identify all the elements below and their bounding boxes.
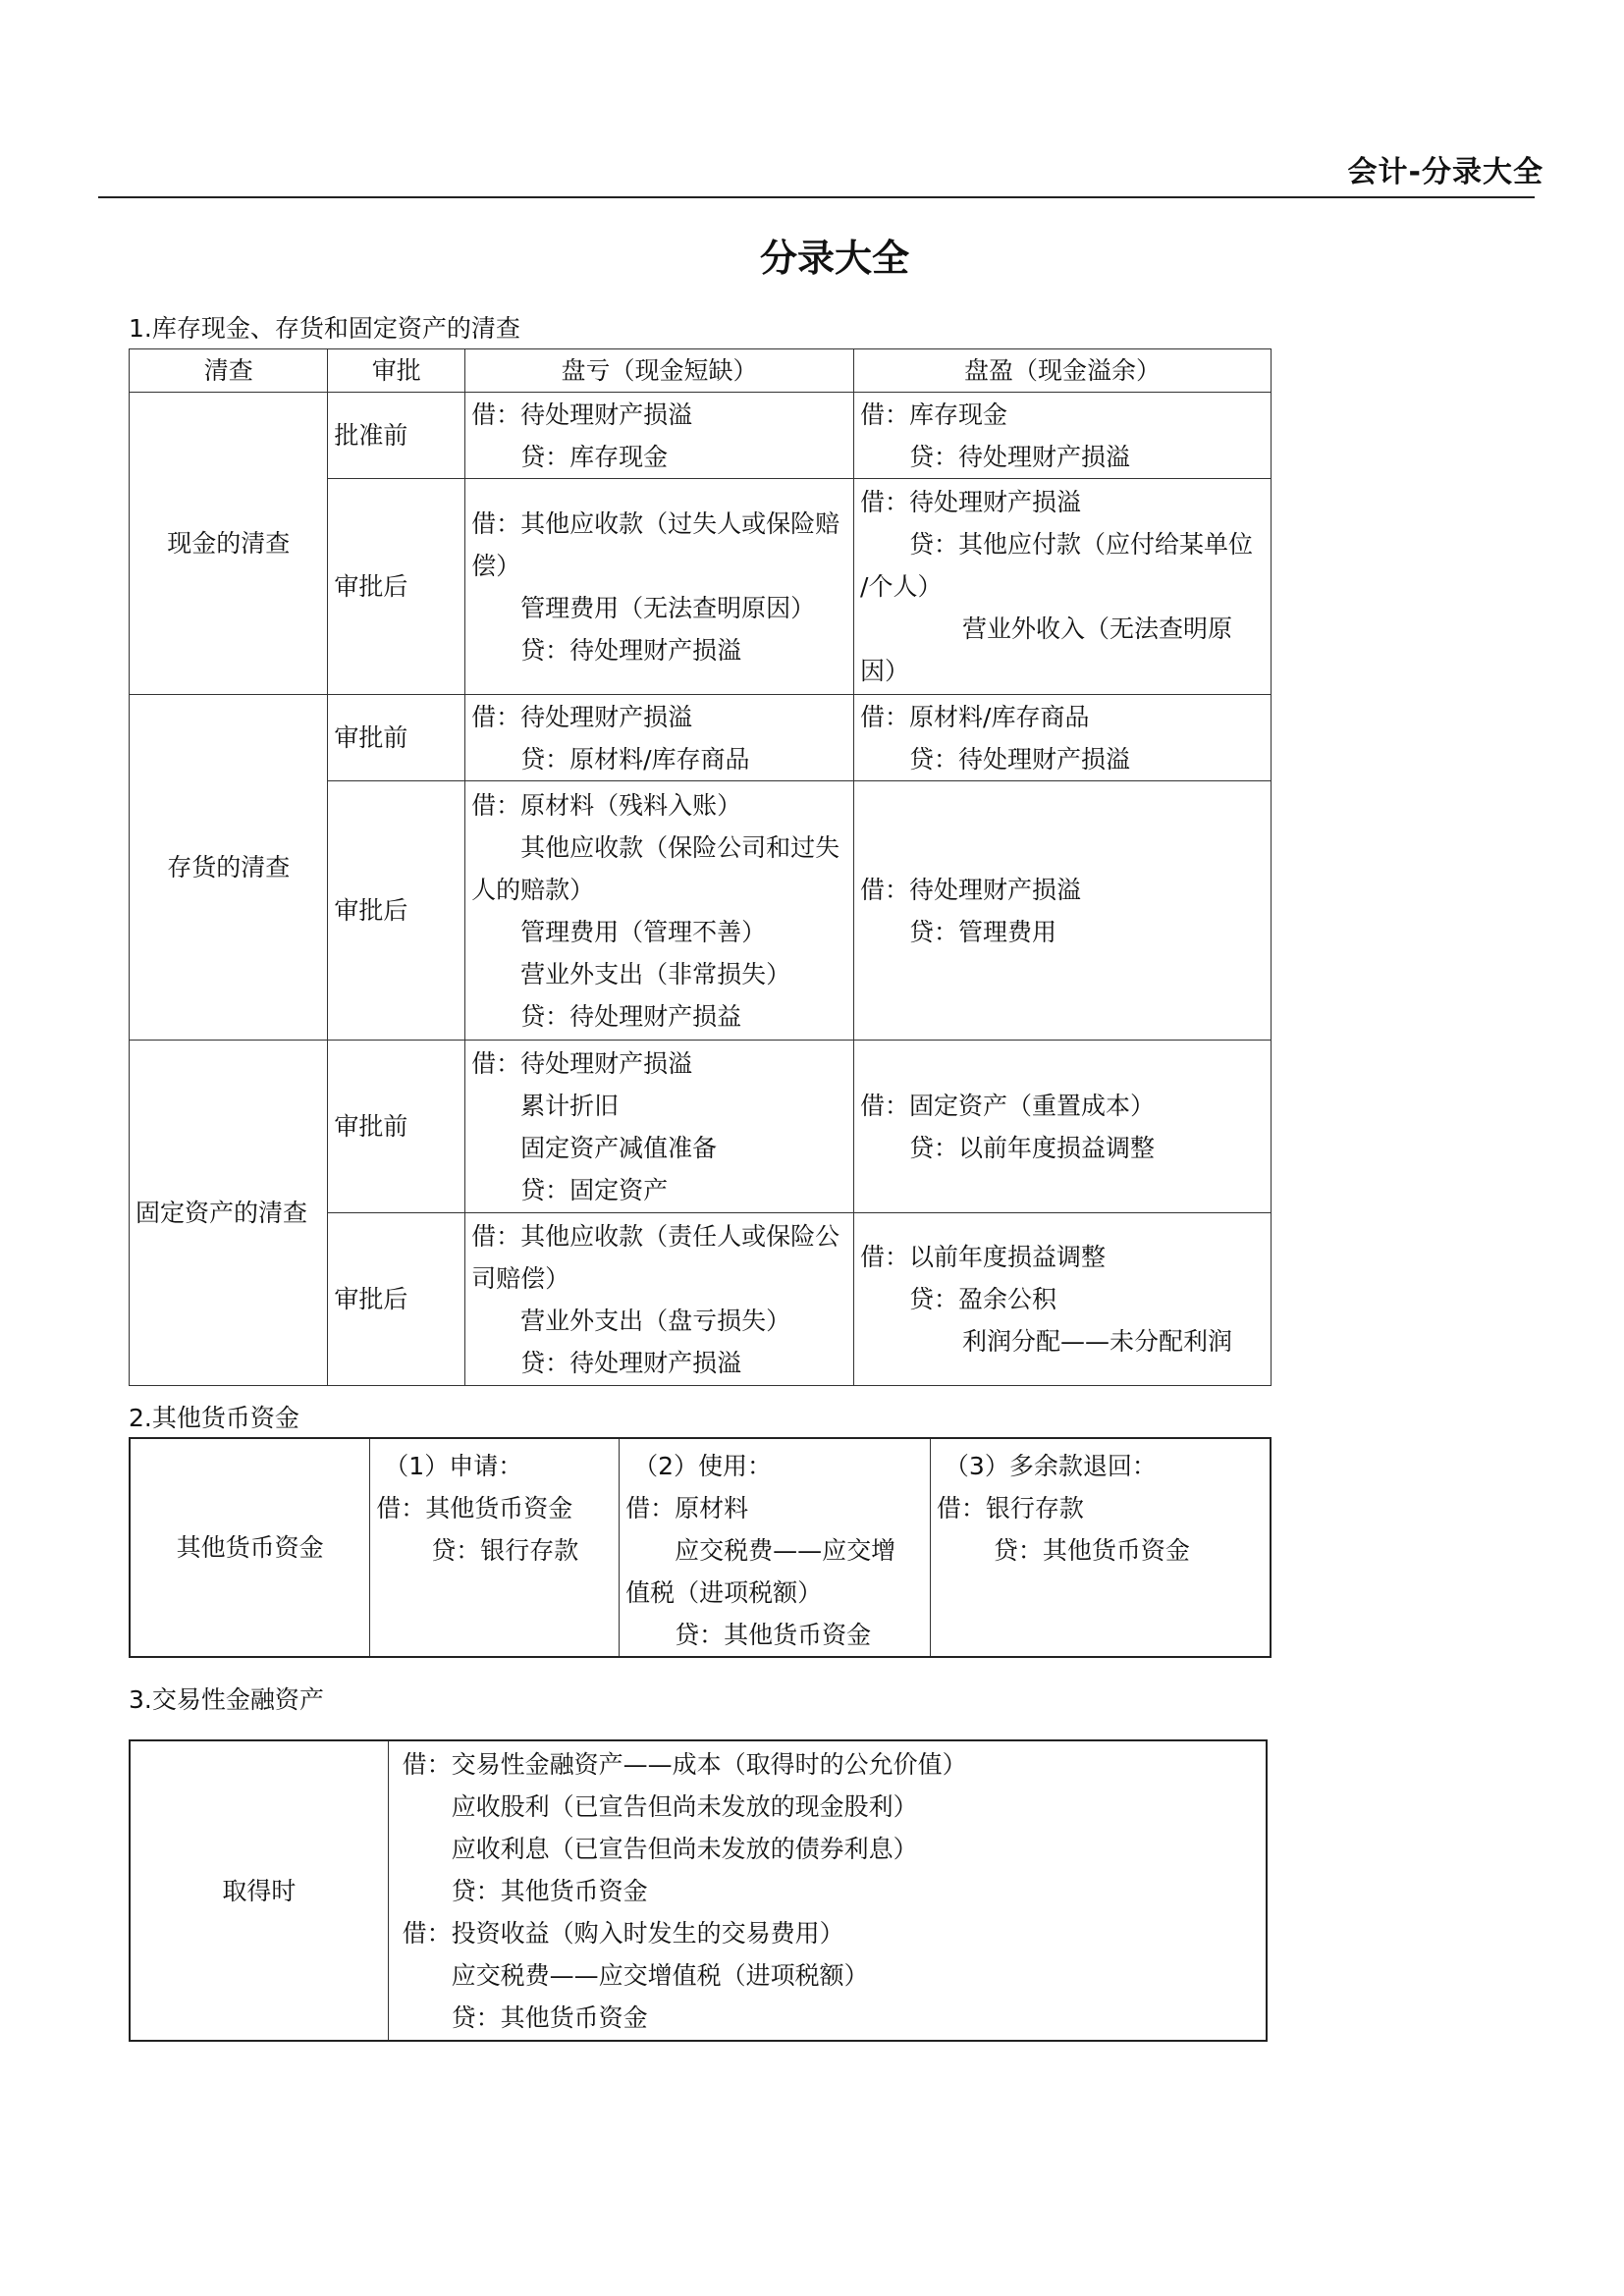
entry-line: 贷：其他货币资金: [451, 2002, 648, 2032]
entry-line: 借：原材料: [625, 1494, 749, 1522]
entry-line: 贷：待处理财产损益: [520, 1001, 742, 1031]
entry-line: 营业外支出（非常损失）: [520, 959, 791, 988]
entry-line: 营业外收入（无法查明原: [962, 614, 1233, 643]
entry-line: 借：库存现金: [860, 400, 1008, 429]
table-header-row: [130, 349, 1272, 393]
entry-line: 借：其他应收款（过失人或保险赔: [471, 508, 840, 538]
entry-line: 借：其他货币资金: [376, 1494, 573, 1522]
column-header: 盘盈（现金溢余）: [854, 349, 1272, 393]
stage-label: 审批后: [328, 479, 465, 695]
entry-line: 管理费用（管理不善）: [520, 917, 767, 946]
row-label: 其他货币资金: [130, 1438, 370, 1657]
header-title: 会计-分录大全: [1347, 155, 1543, 189]
stage-label: 批准前: [328, 393, 465, 479]
entry-line: 贷：固定资产: [520, 1175, 669, 1204]
entry-line: 贷：其他货币资金: [675, 1621, 872, 1649]
column-header: 清查: [130, 349, 328, 393]
gain-entry: [854, 695, 1272, 781]
entry-line: （2）使用：: [633, 1452, 772, 1480]
table-row: [130, 1041, 1272, 1213]
entry-line: 借：待处理财产损溢: [471, 1048, 693, 1078]
entry-line: 因）: [860, 657, 910, 685]
entry-line: （3）多余款退回：: [944, 1452, 1157, 1480]
entry-line: 贷：以前年度损益调整: [909, 1133, 1156, 1162]
loss-entry: [465, 781, 854, 1041]
group-label: 固定资产的清查: [130, 1041, 328, 1386]
trading-assets-table: [129, 1739, 1268, 2042]
table-row: [130, 1438, 1271, 1657]
column-header: 审批: [328, 349, 465, 393]
stage-label: 审批前: [328, 1041, 465, 1213]
section3-heading: 3.交易性金融资产: [129, 1685, 324, 1714]
entry-line: 贷：待处理财产损溢: [909, 744, 1131, 774]
entry-line: 司赔偿）: [471, 1263, 570, 1293]
doc-title: 分录大全: [759, 237, 909, 280]
header-rule: [98, 196, 1535, 198]
entry-line: 借：待处理财产损溢: [860, 875, 1082, 904]
acquisition-entries: [388, 1740, 1267, 2041]
entry-line: 借：投资收益（购入时发生的交易费用）: [402, 1918, 844, 1948]
entry-line: 贷：其他货币资金: [993, 1536, 1190, 1565]
entry-line: 贷：库存现金: [520, 442, 669, 471]
entry-line: 贷：待处理财产损溢: [909, 442, 1131, 471]
entry-line: 借：待处理财产损溢: [471, 702, 693, 731]
gain-entry: [854, 1041, 1272, 1213]
entry-line: 贷：待处理财产损溢: [520, 1348, 742, 1377]
entry-line: 借：其他应收款（责任人或保险公: [471, 1221, 840, 1251]
step-refund: [930, 1438, 1271, 1657]
loss-entry: [465, 695, 854, 781]
entry-line: 贷：原材料/库存商品: [520, 744, 750, 774]
entry-line: 应交税费——应交增: [675, 1536, 896, 1565]
entry-line: 贷：其他应付款（应付给某单位: [909, 530, 1254, 559]
entry-line: 应交税费——应交增值税（进项税额）: [451, 1960, 869, 1990]
table-row: [130, 1740, 1267, 2041]
gain-entry: [854, 393, 1272, 479]
entry-line: 贷：盈余公积: [909, 1285, 1057, 1313]
entry-line: /个人）: [860, 572, 943, 601]
gain-entry: [854, 781, 1272, 1041]
entry-line: 利润分配——未分配利润: [962, 1327, 1233, 1356]
loss-entry: [465, 1041, 854, 1213]
group-label: 存货的清查: [130, 695, 328, 1041]
entry-line: 偿）: [471, 551, 521, 580]
entry-line: 管理费用（无法查明原因）: [520, 593, 816, 622]
stage-label: 审批后: [328, 781, 465, 1041]
entry-line: （1）申请：: [384, 1452, 523, 1480]
loss-entry: [465, 393, 854, 479]
row-label: 取得时: [130, 1740, 388, 2041]
group-label: 现金的清查: [130, 393, 328, 695]
gain-entry: [854, 479, 1272, 695]
entry-line: 值税（进项税额）: [625, 1578, 823, 1607]
entry-line: 固定资产减值准备: [520, 1133, 718, 1162]
table-row: [130, 393, 1272, 479]
entry-line: 借：待处理财产损溢: [860, 488, 1082, 516]
entry-line: 借：以前年度损益调整: [860, 1243, 1107, 1271]
entry-line: 借：原材料（残料入账）: [471, 790, 742, 820]
entry-line: 借：固定资产（重置成本）: [860, 1091, 1156, 1120]
entry-line: 贷：银行存款: [431, 1536, 579, 1565]
column-header: 盘亏（现金短缺）: [465, 349, 854, 393]
inventory-check-table: [129, 348, 1272, 1386]
step-use: [620, 1438, 931, 1657]
table-row: [130, 695, 1272, 781]
entry-line: 营业外支出（盘亏损失）: [520, 1306, 791, 1335]
entry-line: 贷：其他货币资金: [451, 1876, 648, 1905]
entry-line: 应收股利（已宣告但尚未发放的现金股利）: [451, 1791, 918, 1821]
loss-entry: [465, 479, 854, 695]
entry-line: 人的赔款）: [471, 875, 595, 904]
gain-entry: [854, 1213, 1272, 1386]
entry-line: 贷：待处理财产损溢: [520, 635, 742, 665]
entry-line: 累计折旧: [520, 1091, 620, 1120]
entry-line: 应收利息（已宣告但尚未发放的债券利息）: [451, 1834, 918, 1863]
entry-line: 借：交易性金融资产——成本（取得时的公允价值）: [402, 1749, 967, 1779]
stage-label: 审批前: [328, 695, 465, 781]
entry-line: 其他应收款（保险公司和过失: [520, 832, 840, 862]
loss-entry: [465, 1213, 854, 1386]
entry-line: 借：待处理财产损溢: [471, 400, 693, 429]
entry-line: 贷：管理费用: [909, 917, 1057, 946]
other-monetary-funds-table: [129, 1437, 1272, 1658]
entry-line: 借：原材料/库存商品: [860, 702, 1090, 731]
entry-line: 借：银行存款: [936, 1494, 1084, 1522]
stage-label: 审批后: [328, 1213, 465, 1386]
section1-heading: 1.库存现金、存货和固定资产的清查: [129, 314, 520, 343]
step-apply: [370, 1438, 620, 1657]
section2-heading: 2.其他货币资金: [129, 1404, 299, 1432]
